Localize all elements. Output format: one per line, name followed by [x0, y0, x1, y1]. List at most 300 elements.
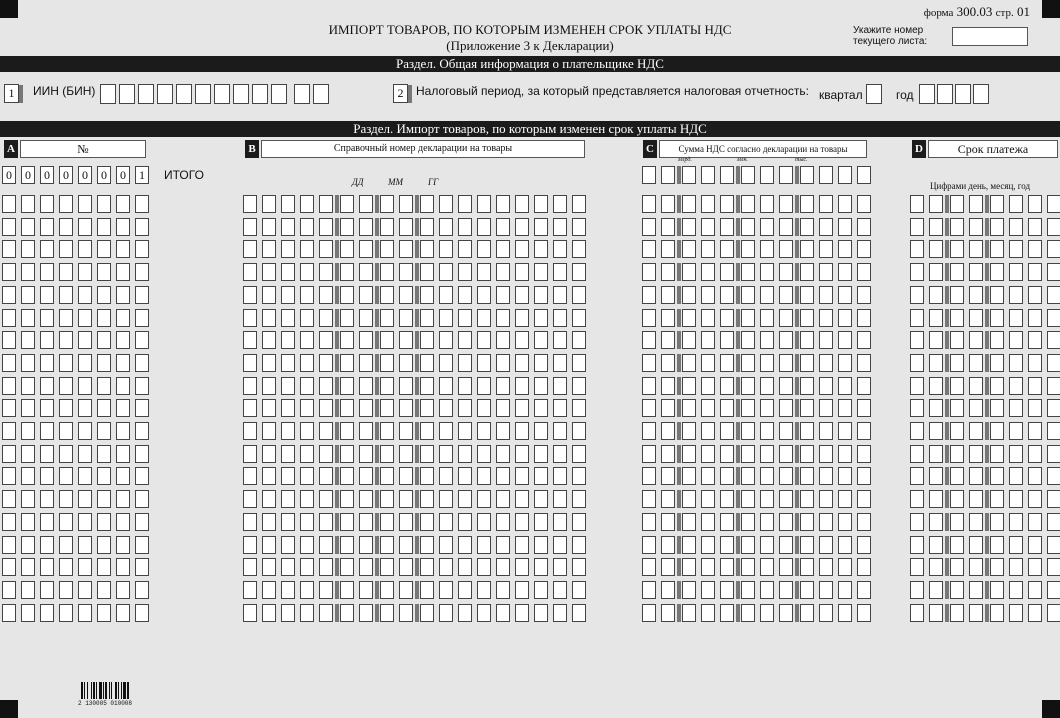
payment-date-cell[interactable] — [969, 399, 983, 417]
declaration-number-cell[interactable] — [340, 399, 354, 417]
vat-amount-cell[interactable] — [720, 195, 734, 213]
row-number-cell[interactable] — [97, 422, 111, 440]
declaration-number-cell[interactable] — [515, 354, 529, 372]
payment-date-cell[interactable] — [1028, 422, 1042, 440]
row-number-cell[interactable] — [21, 377, 35, 395]
vat-amount-cell[interactable] — [682, 558, 696, 576]
row-number-cell[interactable] — [21, 195, 35, 213]
vat-amount-cell[interactable] — [857, 581, 871, 599]
payment-date-cell[interactable] — [929, 445, 943, 463]
vat-amount-cell[interactable] — [642, 218, 656, 236]
declaration-number-cell[interactable] — [458, 354, 472, 372]
declaration-number-cell[interactable] — [243, 218, 257, 236]
declaration-number-cell[interactable] — [496, 218, 510, 236]
declaration-number-cell[interactable] — [572, 445, 586, 463]
declaration-number-cell[interactable] — [439, 536, 453, 554]
payment-date-cell[interactable] — [950, 377, 964, 395]
vat-amount-cell[interactable] — [857, 536, 871, 554]
vat-amount-cell[interactable] — [720, 536, 734, 554]
vat-amount-cell[interactable] — [800, 536, 814, 554]
declaration-number-cell[interactable] — [340, 377, 354, 395]
payment-date-cell[interactable] — [990, 195, 1004, 213]
vat-amount-cell[interactable] — [857, 354, 871, 372]
vat-amount-cell[interactable] — [800, 240, 814, 258]
declaration-number-cell[interactable] — [319, 513, 333, 531]
year-digit-cell[interactable] — [919, 84, 935, 104]
declaration-number-cell[interactable] — [359, 377, 373, 395]
vat-amount-cell[interactable] — [682, 377, 696, 395]
payment-date-cell[interactable] — [1009, 377, 1023, 395]
row-number-cell[interactable] — [78, 263, 92, 281]
vat-amount-cell[interactable] — [779, 399, 793, 417]
vat-amount-cell[interactable] — [682, 536, 696, 554]
payment-date-cell[interactable] — [1009, 286, 1023, 304]
declaration-number-cell[interactable] — [534, 604, 548, 622]
declaration-number-cell[interactable] — [572, 240, 586, 258]
vat-amount-cell[interactable] — [779, 309, 793, 327]
declaration-number-cell[interactable] — [458, 536, 472, 554]
declaration-number-cell[interactable] — [477, 445, 491, 463]
payment-date-cell[interactable] — [1028, 218, 1042, 236]
declaration-number-cell[interactable] — [340, 467, 354, 485]
payment-date-cell[interactable] — [950, 604, 964, 622]
vat-amount-cell[interactable] — [741, 195, 755, 213]
vat-amount-cell[interactable] — [741, 309, 755, 327]
vat-amount-cell[interactable] — [720, 445, 734, 463]
vat-amount-cell[interactable] — [779, 467, 793, 485]
row-number-cell[interactable] — [59, 377, 73, 395]
vat-amount-cell[interactable] — [661, 581, 675, 599]
declaration-number-cell[interactable] — [281, 331, 295, 349]
vat-total-digit-cell[interactable] — [800, 166, 814, 184]
declaration-number-cell[interactable] — [572, 218, 586, 236]
declaration-number-cell[interactable] — [477, 263, 491, 281]
vat-total-digit-cell[interactable] — [819, 166, 833, 184]
declaration-number-cell[interactable] — [262, 604, 276, 622]
vat-total-digit-cell[interactable] — [682, 166, 696, 184]
row-number-cell[interactable] — [21, 218, 35, 236]
payment-date-cell[interactable] — [950, 354, 964, 372]
vat-amount-cell[interactable] — [720, 513, 734, 531]
declaration-number-cell[interactable] — [243, 536, 257, 554]
iin-digit-cell[interactable] — [100, 84, 116, 104]
declaration-number-cell[interactable] — [458, 581, 472, 599]
vat-amount-cell[interactable] — [819, 331, 833, 349]
declaration-number-cell[interactable] — [340, 263, 354, 281]
vat-amount-cell[interactable] — [760, 286, 774, 304]
vat-total-digit-cell[interactable] — [701, 166, 715, 184]
vat-amount-cell[interactable] — [760, 195, 774, 213]
declaration-number-cell[interactable] — [380, 536, 394, 554]
declaration-number-cell[interactable] — [359, 604, 373, 622]
payment-date-cell[interactable] — [969, 309, 983, 327]
declaration-number-cell[interactable] — [300, 309, 314, 327]
payment-date-cell[interactable] — [910, 286, 924, 304]
declaration-number-cell[interactable] — [553, 240, 567, 258]
declaration-number-cell[interactable] — [553, 263, 567, 281]
vat-amount-cell[interactable] — [741, 536, 755, 554]
declaration-number-cell[interactable] — [300, 558, 314, 576]
vat-amount-cell[interactable] — [857, 195, 871, 213]
declaration-number-cell[interactable] — [515, 490, 529, 508]
vat-amount-cell[interactable] — [819, 377, 833, 395]
declaration-number-cell[interactable] — [458, 445, 472, 463]
declaration-number-cell[interactable] — [380, 331, 394, 349]
row-number-cell[interactable] — [59, 581, 73, 599]
row-number-cell[interactable] — [78, 399, 92, 417]
payment-date-cell[interactable] — [990, 467, 1004, 485]
payment-date-cell[interactable] — [910, 331, 924, 349]
vat-amount-cell[interactable] — [760, 377, 774, 395]
row-number-cell[interactable] — [135, 309, 149, 327]
payment-date-cell[interactable] — [969, 581, 983, 599]
vat-amount-cell[interactable] — [661, 422, 675, 440]
declaration-number-cell[interactable] — [380, 286, 394, 304]
payment-date-cell[interactable] — [1047, 240, 1060, 258]
declaration-number-cell[interactable] — [340, 331, 354, 349]
vat-amount-cell[interactable] — [857, 309, 871, 327]
vat-amount-cell[interactable] — [682, 195, 696, 213]
declaration-number-cell[interactable] — [300, 422, 314, 440]
payment-date-cell[interactable] — [990, 490, 1004, 508]
vat-amount-cell[interactable] — [819, 286, 833, 304]
payment-date-cell[interactable] — [969, 218, 983, 236]
row-number-cell[interactable] — [21, 422, 35, 440]
declaration-number-cell[interactable] — [496, 377, 510, 395]
vat-amount-cell[interactable] — [661, 377, 675, 395]
declaration-number-cell[interactable] — [319, 195, 333, 213]
iin-digit-cell[interactable] — [214, 84, 230, 104]
vat-amount-cell[interactable] — [800, 513, 814, 531]
row-number-cell[interactable] — [59, 195, 73, 213]
row-number-cell[interactable] — [59, 286, 73, 304]
vat-amount-cell[interactable] — [642, 354, 656, 372]
declaration-number-cell[interactable] — [439, 604, 453, 622]
declaration-number-cell[interactable] — [477, 240, 491, 258]
row-number-cell[interactable] — [59, 445, 73, 463]
row-number-cell[interactable] — [59, 467, 73, 485]
row-number-cell[interactable] — [40, 445, 54, 463]
declaration-number-cell[interactable] — [458, 240, 472, 258]
vat-amount-cell[interactable] — [857, 240, 871, 258]
declaration-number-cell[interactable] — [477, 581, 491, 599]
declaration-number-cell[interactable] — [359, 286, 373, 304]
declaration-number-cell[interactable] — [553, 354, 567, 372]
vat-amount-cell[interactable] — [760, 309, 774, 327]
declaration-number-cell[interactable] — [439, 354, 453, 372]
payment-date-cell[interactable] — [910, 558, 924, 576]
vat-amount-cell[interactable] — [838, 240, 852, 258]
declaration-number-cell[interactable] — [439, 240, 453, 258]
declaration-number-cell[interactable] — [399, 422, 413, 440]
declaration-number-cell[interactable] — [458, 422, 472, 440]
payment-date-cell[interactable] — [950, 490, 964, 508]
vat-total-digit-cell[interactable] — [741, 166, 755, 184]
vat-amount-cell[interactable] — [661, 604, 675, 622]
vat-amount-cell[interactable] — [800, 490, 814, 508]
payment-date-cell[interactable] — [1047, 399, 1060, 417]
declaration-number-cell[interactable] — [534, 218, 548, 236]
declaration-number-cell[interactable] — [281, 490, 295, 508]
declaration-number-cell[interactable] — [420, 581, 434, 599]
vat-amount-cell[interactable] — [838, 604, 852, 622]
declaration-number-cell[interactable] — [281, 263, 295, 281]
declaration-number-cell[interactable] — [262, 581, 276, 599]
vat-amount-cell[interactable] — [642, 445, 656, 463]
payment-date-cell[interactable] — [1009, 263, 1023, 281]
iin-digit-cell[interactable] — [252, 84, 268, 104]
vat-amount-cell[interactable] — [661, 513, 675, 531]
payment-date-cell[interactable] — [910, 422, 924, 440]
row-number-cell[interactable] — [97, 604, 111, 622]
row-number-cell[interactable] — [97, 240, 111, 258]
vat-amount-cell[interactable] — [741, 445, 755, 463]
declaration-number-cell[interactable] — [281, 240, 295, 258]
declaration-number-cell[interactable] — [496, 445, 510, 463]
declaration-number-cell[interactable] — [359, 263, 373, 281]
row-number-cell[interactable] — [116, 399, 130, 417]
vat-amount-cell[interactable] — [682, 218, 696, 236]
declaration-number-cell[interactable] — [300, 490, 314, 508]
declaration-number-cell[interactable] — [572, 377, 586, 395]
declaration-number-cell[interactable] — [458, 309, 472, 327]
iin-digit-cell[interactable] — [195, 84, 211, 104]
declaration-number-cell[interactable] — [439, 331, 453, 349]
row-number-cell[interactable] — [135, 218, 149, 236]
payment-date-cell[interactable] — [1009, 240, 1023, 258]
payment-date-cell[interactable] — [910, 536, 924, 554]
payment-date-cell[interactable] — [1028, 286, 1042, 304]
declaration-number-cell[interactable] — [477, 513, 491, 531]
declaration-number-cell[interactable] — [399, 309, 413, 327]
vat-amount-cell[interactable] — [800, 467, 814, 485]
row-number-cell[interactable] — [97, 467, 111, 485]
payment-date-cell[interactable] — [910, 445, 924, 463]
vat-amount-cell[interactable] — [838, 558, 852, 576]
row-number-cell[interactable] — [2, 218, 16, 236]
declaration-number-cell[interactable] — [439, 581, 453, 599]
row-number-cell[interactable] — [2, 422, 16, 440]
vat-amount-cell[interactable] — [760, 263, 774, 281]
payment-date-cell[interactable] — [910, 240, 924, 258]
vat-amount-cell[interactable] — [682, 513, 696, 531]
row-number-cell[interactable] — [21, 558, 35, 576]
row-number-cell[interactable] — [135, 558, 149, 576]
declaration-number-cell[interactable] — [496, 604, 510, 622]
declaration-number-cell[interactable] — [534, 490, 548, 508]
vat-amount-cell[interactable] — [800, 399, 814, 417]
declaration-number-cell[interactable] — [420, 195, 434, 213]
declaration-number-cell[interactable] — [399, 195, 413, 213]
vat-amount-cell[interactable] — [838, 536, 852, 554]
declaration-number-cell[interactable] — [420, 377, 434, 395]
row-number-cell[interactable] — [116, 218, 130, 236]
payment-date-cell[interactable] — [990, 354, 1004, 372]
vat-total-digit-cell[interactable] — [642, 166, 656, 184]
declaration-number-cell[interactable] — [359, 513, 373, 531]
iin-digit-cell[interactable] — [119, 84, 135, 104]
payment-date-cell[interactable] — [1047, 377, 1060, 395]
declaration-number-cell[interactable] — [380, 195, 394, 213]
vat-amount-cell[interactable] — [720, 354, 734, 372]
payment-date-cell[interactable] — [1028, 309, 1042, 327]
declaration-number-cell[interactable] — [380, 445, 394, 463]
payment-date-cell[interactable] — [910, 309, 924, 327]
vat-amount-cell[interactable] — [800, 286, 814, 304]
declaration-number-cell[interactable] — [399, 558, 413, 576]
declaration-number-cell[interactable] — [439, 422, 453, 440]
declaration-number-cell[interactable] — [243, 604, 257, 622]
payment-date-cell[interactable] — [950, 581, 964, 599]
row-number-cell[interactable] — [59, 558, 73, 576]
declaration-number-cell[interactable] — [300, 354, 314, 372]
declaration-number-cell[interactable] — [399, 581, 413, 599]
vat-amount-cell[interactable] — [720, 331, 734, 349]
declaration-number-cell[interactable] — [534, 558, 548, 576]
row-number-cell[interactable] — [59, 490, 73, 508]
vat-amount-cell[interactable] — [661, 263, 675, 281]
vat-amount-cell[interactable] — [838, 377, 852, 395]
row-number-cell[interactable] — [21, 604, 35, 622]
vat-amount-cell[interactable] — [800, 218, 814, 236]
vat-amount-cell[interactable] — [720, 309, 734, 327]
declaration-number-cell[interactable] — [399, 263, 413, 281]
vat-amount-cell[interactable] — [720, 490, 734, 508]
vat-amount-cell[interactable] — [682, 490, 696, 508]
declaration-number-cell[interactable] — [300, 377, 314, 395]
declaration-number-cell[interactable] — [553, 536, 567, 554]
vat-amount-cell[interactable] — [642, 513, 656, 531]
declaration-number-cell[interactable] — [243, 445, 257, 463]
vat-amount-cell[interactable] — [642, 286, 656, 304]
vat-total-digit-cell[interactable] — [779, 166, 793, 184]
declaration-number-cell[interactable] — [420, 422, 434, 440]
declaration-number-cell[interactable] — [439, 286, 453, 304]
payment-date-cell[interactable] — [990, 240, 1004, 258]
payment-date-cell[interactable] — [1047, 309, 1060, 327]
declaration-number-cell[interactable] — [359, 331, 373, 349]
declaration-number-cell[interactable] — [515, 536, 529, 554]
declaration-number-cell[interactable] — [262, 558, 276, 576]
declaration-number-cell[interactable] — [515, 377, 529, 395]
declaration-number-cell[interactable] — [359, 240, 373, 258]
payment-date-cell[interactable] — [929, 581, 943, 599]
row-number-cell[interactable] — [21, 399, 35, 417]
declaration-number-cell[interactable] — [515, 218, 529, 236]
row-number-cell[interactable] — [59, 604, 73, 622]
vat-amount-cell[interactable] — [760, 581, 774, 599]
vat-amount-cell[interactable] — [760, 422, 774, 440]
declaration-number-cell[interactable] — [262, 513, 276, 531]
vat-amount-cell[interactable] — [661, 195, 675, 213]
declaration-number-cell[interactable] — [477, 422, 491, 440]
declaration-number-cell[interactable] — [340, 490, 354, 508]
vat-amount-cell[interactable] — [819, 558, 833, 576]
vat-amount-cell[interactable] — [642, 399, 656, 417]
vat-amount-cell[interactable] — [800, 604, 814, 622]
payment-date-cell[interactable] — [969, 286, 983, 304]
vat-amount-cell[interactable] — [701, 513, 715, 531]
declaration-number-cell[interactable] — [243, 263, 257, 281]
declaration-number-cell[interactable] — [496, 536, 510, 554]
declaration-number-cell[interactable] — [262, 309, 276, 327]
vat-total-digit-cell[interactable] — [720, 166, 734, 184]
vat-amount-cell[interactable] — [819, 536, 833, 554]
row-number-cell[interactable] — [78, 218, 92, 236]
declaration-number-cell[interactable] — [399, 536, 413, 554]
payment-date-cell[interactable] — [990, 331, 1004, 349]
declaration-number-cell[interactable] — [458, 467, 472, 485]
declaration-number-cell[interactable] — [281, 377, 295, 395]
declaration-number-cell[interactable] — [572, 490, 586, 508]
declaration-number-cell[interactable] — [281, 218, 295, 236]
payment-date-cell[interactable] — [1028, 399, 1042, 417]
vat-amount-cell[interactable] — [779, 331, 793, 349]
vat-amount-cell[interactable] — [741, 558, 755, 576]
vat-amount-cell[interactable] — [857, 422, 871, 440]
vat-amount-cell[interactable] — [741, 377, 755, 395]
vat-amount-cell[interactable] — [642, 195, 656, 213]
vat-amount-cell[interactable] — [819, 581, 833, 599]
vat-amount-cell[interactable] — [642, 536, 656, 554]
vat-amount-cell[interactable] — [682, 422, 696, 440]
row-number-cell[interactable] — [116, 331, 130, 349]
vat-amount-cell[interactable] — [741, 240, 755, 258]
iin-digit-cell[interactable] — [176, 84, 192, 104]
quarter-input[interactable] — [866, 84, 882, 104]
declaration-number-cell[interactable] — [319, 286, 333, 304]
vat-amount-cell[interactable] — [741, 581, 755, 599]
payment-date-cell[interactable] — [1009, 490, 1023, 508]
row-number-cell[interactable] — [78, 467, 92, 485]
vat-amount-cell[interactable] — [838, 445, 852, 463]
vat-amount-cell[interactable] — [661, 558, 675, 576]
row-number-cell[interactable] — [116, 467, 130, 485]
vat-amount-cell[interactable] — [819, 467, 833, 485]
payment-date-cell[interactable] — [1028, 331, 1042, 349]
payment-date-cell[interactable] — [950, 309, 964, 327]
payment-date-cell[interactable] — [969, 331, 983, 349]
row-number-cell[interactable] — [59, 422, 73, 440]
vat-amount-cell[interactable] — [741, 218, 755, 236]
declaration-number-cell[interactable] — [359, 558, 373, 576]
row-number-cell[interactable] — [97, 331, 111, 349]
payment-date-cell[interactable] — [1028, 467, 1042, 485]
vat-amount-cell[interactable] — [838, 490, 852, 508]
declaration-number-cell[interactable] — [420, 467, 434, 485]
declaration-number-cell[interactable] — [458, 331, 472, 349]
payment-date-cell[interactable] — [1047, 490, 1060, 508]
payment-date-cell[interactable] — [1009, 581, 1023, 599]
row-number-cell[interactable] — [116, 354, 130, 372]
vat-amount-cell[interactable] — [760, 467, 774, 485]
declaration-number-cell[interactable] — [340, 354, 354, 372]
row-number-cell[interactable] — [116, 309, 130, 327]
declaration-number-cell[interactable] — [572, 399, 586, 417]
vat-amount-cell[interactable] — [682, 286, 696, 304]
vat-amount-cell[interactable] — [682, 309, 696, 327]
row-number-cell[interactable] — [2, 490, 16, 508]
declaration-number-cell[interactable] — [380, 467, 394, 485]
declaration-number-cell[interactable] — [300, 286, 314, 304]
declaration-number-cell[interactable] — [300, 445, 314, 463]
declaration-number-cell[interactable] — [262, 195, 276, 213]
payment-date-cell[interactable] — [990, 445, 1004, 463]
vat-amount-cell[interactable] — [701, 309, 715, 327]
payment-date-cell[interactable] — [929, 354, 943, 372]
declaration-number-cell[interactable] — [515, 467, 529, 485]
row-number-cell[interactable] — [78, 558, 92, 576]
